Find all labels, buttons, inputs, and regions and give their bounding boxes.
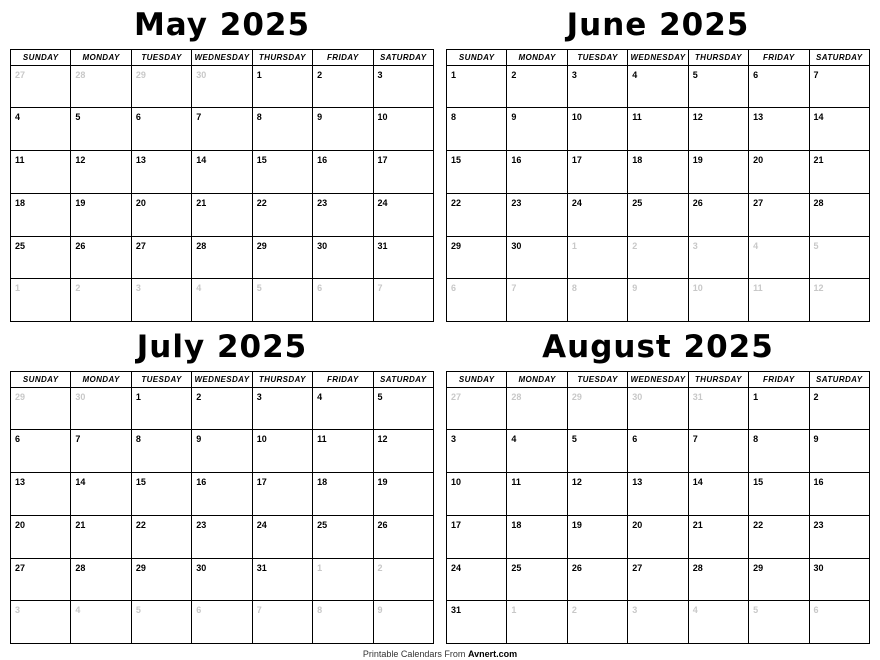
- day-cell: 24: [567, 193, 627, 236]
- weekday-header-thursday: THURSDAY: [688, 49, 748, 65]
- day-cell: 14: [688, 473, 748, 516]
- day-cell: 5: [373, 387, 433, 430]
- day-cell: 6: [749, 65, 809, 108]
- week-row: [11, 236, 434, 279]
- day-cell: 18: [313, 473, 373, 516]
- weekday-header-thursday: THURSDAY: [252, 371, 312, 387]
- day-cell: 27: [131, 236, 191, 279]
- month-table: [446, 49, 870, 322]
- weekday-header-friday: FRIDAY: [749, 49, 809, 65]
- day-cell-adjacent-month: 10: [688, 279, 748, 322]
- day-cell: 7: [71, 430, 131, 473]
- day-cell: 13: [131, 151, 191, 194]
- day-cell: 10: [567, 108, 627, 151]
- day-cell: 7: [688, 430, 748, 473]
- day-cell: 23: [809, 515, 869, 558]
- day-cell: 15: [447, 151, 507, 194]
- day-cell: 5: [688, 65, 748, 108]
- week-row: [11, 65, 434, 108]
- week-row: [447, 601, 870, 644]
- weekday-header-saturday: SATURDAY: [809, 49, 869, 65]
- day-cell: 30: [313, 236, 373, 279]
- day-cell: 12: [373, 430, 433, 473]
- day-cell: 18: [11, 193, 71, 236]
- day-cell: 2: [313, 65, 373, 108]
- week-row: [447, 151, 870, 194]
- week-row: [11, 601, 434, 644]
- day-cell: 28: [192, 236, 252, 279]
- day-cell-adjacent-month: 29: [131, 65, 191, 108]
- footer-brand[interactable]: Avnert.com: [467, 649, 518, 659]
- day-cell: 14: [809, 108, 869, 151]
- day-cell: 25: [313, 515, 373, 558]
- day-cell-adjacent-month: 30: [71, 387, 131, 430]
- day-cell: 28: [71, 558, 131, 601]
- weekday-header-row: [447, 49, 870, 65]
- day-cell-adjacent-month: 7: [252, 601, 312, 644]
- weekday-header-monday: MONDAY: [71, 49, 131, 65]
- day-cell: 15: [749, 473, 809, 516]
- day-cell: 20: [749, 151, 809, 194]
- day-cell: 19: [688, 151, 748, 194]
- day-cell: 8: [131, 430, 191, 473]
- day-cell-adjacent-month: 28: [71, 65, 131, 108]
- day-cell: 29: [252, 236, 312, 279]
- day-cell: 1: [131, 387, 191, 430]
- day-cell: 6: [131, 108, 191, 151]
- day-cell: 21: [192, 193, 252, 236]
- day-cell: 6: [11, 430, 71, 473]
- day-cell-adjacent-month: 3: [11, 601, 71, 644]
- week-row: [11, 473, 434, 516]
- month-title: June 2025: [566, 7, 750, 43]
- weekday-header-thursday: THURSDAY: [688, 371, 748, 387]
- day-cell: 30: [192, 558, 252, 601]
- day-cell: 3: [447, 430, 507, 473]
- month-body: [447, 387, 870, 643]
- day-cell: 12: [567, 473, 627, 516]
- day-cell: 22: [749, 515, 809, 558]
- day-cell: 13: [628, 473, 688, 516]
- day-cell-adjacent-month: 1: [567, 236, 627, 279]
- day-cell: 5: [567, 430, 627, 473]
- day-cell: 21: [809, 151, 869, 194]
- week-row: [11, 151, 434, 194]
- day-cell-adjacent-month: 6: [192, 601, 252, 644]
- day-cell: 30: [507, 236, 567, 279]
- week-row: [11, 515, 434, 558]
- weekday-header-saturday: SATURDAY: [373, 49, 433, 65]
- day-cell: 14: [71, 473, 131, 516]
- weekday-header-sunday: SUNDAY: [447, 49, 507, 65]
- day-cell: 14: [192, 151, 252, 194]
- week-row: [11, 193, 434, 236]
- footer-text: Printable Calendars From: [362, 649, 466, 659]
- day-cell-adjacent-month: 27: [11, 65, 71, 108]
- day-cell: 1: [447, 65, 507, 108]
- weekday-header-row: [11, 49, 434, 65]
- day-cell: 4: [11, 108, 71, 151]
- day-cell: 4: [313, 387, 373, 430]
- day-cell: 26: [373, 515, 433, 558]
- day-cell: 15: [131, 473, 191, 516]
- day-cell-adjacent-month: 2: [567, 601, 627, 644]
- weekday-header-sunday: SUNDAY: [447, 371, 507, 387]
- month-body: [11, 387, 434, 643]
- day-cell: 20: [11, 515, 71, 558]
- day-cell: 31: [373, 236, 433, 279]
- day-cell: 2: [192, 387, 252, 430]
- weekday-header-tuesday: TUESDAY: [131, 49, 191, 65]
- day-cell-adjacent-month: 8: [313, 601, 373, 644]
- day-cell: 7: [192, 108, 252, 151]
- week-row: [447, 236, 870, 279]
- day-cell: 12: [71, 151, 131, 194]
- day-cell: 16: [192, 473, 252, 516]
- day-cell: 10: [373, 108, 433, 151]
- month-block-july: [4, 326, 440, 648]
- day-cell: 28: [809, 193, 869, 236]
- day-cell-adjacent-month: 6: [447, 279, 507, 322]
- week-row: [11, 430, 434, 473]
- week-row: [11, 558, 434, 601]
- day-cell: 23: [507, 193, 567, 236]
- month-title: July 2025: [136, 329, 308, 365]
- day-cell: 17: [567, 151, 627, 194]
- day-cell: 12: [688, 108, 748, 151]
- month-table: [10, 371, 434, 644]
- week-row: [11, 387, 434, 430]
- day-cell-adjacent-month: 29: [567, 387, 627, 430]
- weekday-header-friday: FRIDAY: [313, 49, 373, 65]
- weekday-header-thursday: THURSDAY: [252, 49, 312, 65]
- day-cell: 6: [628, 430, 688, 473]
- month-block-june: [440, 4, 876, 326]
- day-cell: 21: [71, 515, 131, 558]
- day-cell-adjacent-month: 1: [507, 601, 567, 644]
- week-row: [447, 558, 870, 601]
- page-footer: [0, 648, 880, 660]
- day-cell: 17: [447, 515, 507, 558]
- day-cell: 20: [628, 515, 688, 558]
- day-cell-adjacent-month: 27: [447, 387, 507, 430]
- month-body: [447, 65, 870, 321]
- weekday-header-saturday: SATURDAY: [809, 371, 869, 387]
- day-cell: 7: [809, 65, 869, 108]
- day-cell-adjacent-month: 1: [313, 558, 373, 601]
- day-cell: 16: [313, 151, 373, 194]
- day-cell-adjacent-month: 7: [507, 279, 567, 322]
- day-cell: 22: [131, 515, 191, 558]
- weekday-header-tuesday: TUESDAY: [567, 49, 627, 65]
- day-cell: 17: [252, 473, 312, 516]
- day-cell: 23: [192, 515, 252, 558]
- weekday-header-tuesday: TUESDAY: [567, 371, 627, 387]
- day-cell-adjacent-month: 29: [11, 387, 71, 430]
- day-cell: 25: [628, 193, 688, 236]
- week-row: [447, 108, 870, 151]
- day-cell: 3: [373, 65, 433, 108]
- day-cell-adjacent-month: 30: [192, 65, 252, 108]
- day-cell: 26: [688, 193, 748, 236]
- day-cell: 9: [192, 430, 252, 473]
- day-cell: 2: [507, 65, 567, 108]
- day-cell: 22: [447, 193, 507, 236]
- weekday-header-sunday: SUNDAY: [11, 371, 71, 387]
- day-cell-adjacent-month: 2: [71, 279, 131, 322]
- day-cell-adjacent-month: 6: [313, 279, 373, 322]
- day-cell: 10: [252, 430, 312, 473]
- weekday-header-wednesday: WEDNESDAY: [628, 371, 688, 387]
- day-cell: 13: [749, 108, 809, 151]
- day-cell-adjacent-month: 28: [507, 387, 567, 430]
- day-cell: 9: [507, 108, 567, 151]
- day-cell: 16: [507, 151, 567, 194]
- day-cell: 19: [373, 473, 433, 516]
- week-row: [447, 279, 870, 322]
- day-cell-adjacent-month: 30: [628, 387, 688, 430]
- day-cell-adjacent-month: 5: [809, 236, 869, 279]
- month-table: [10, 49, 434, 322]
- day-cell: 10: [447, 473, 507, 516]
- day-cell-adjacent-month: 9: [628, 279, 688, 322]
- day-cell: 27: [11, 558, 71, 601]
- day-cell-adjacent-month: 2: [373, 558, 433, 601]
- day-cell: 19: [71, 193, 131, 236]
- day-cell: 27: [749, 193, 809, 236]
- day-cell: 24: [373, 193, 433, 236]
- day-cell: 25: [507, 558, 567, 601]
- day-cell: 4: [507, 430, 567, 473]
- day-cell: 13: [11, 473, 71, 516]
- day-cell-adjacent-month: 12: [809, 279, 869, 322]
- day-cell: 28: [688, 558, 748, 601]
- day-cell: 8: [252, 108, 312, 151]
- day-cell: 9: [809, 430, 869, 473]
- day-cell-adjacent-month: 5: [131, 601, 191, 644]
- week-row: [447, 515, 870, 558]
- day-cell: 27: [628, 558, 688, 601]
- day-cell-adjacent-month: 4: [71, 601, 131, 644]
- day-cell-adjacent-month: 4: [688, 601, 748, 644]
- day-cell: 29: [749, 558, 809, 601]
- month-block-august: [440, 326, 876, 648]
- day-cell: 29: [131, 558, 191, 601]
- day-cell: 16: [809, 473, 869, 516]
- day-cell: 3: [252, 387, 312, 430]
- day-cell: 31: [447, 601, 507, 644]
- day-cell-adjacent-month: 7: [373, 279, 433, 322]
- weekday-header-monday: MONDAY: [507, 371, 567, 387]
- month-body: [11, 65, 434, 321]
- day-cell-adjacent-month: 1: [11, 279, 71, 322]
- day-cell: 17: [373, 151, 433, 194]
- day-cell: 24: [447, 558, 507, 601]
- weekday-header-wednesday: WEDNESDAY: [192, 371, 252, 387]
- day-cell: 31: [252, 558, 312, 601]
- day-cell: 1: [749, 387, 809, 430]
- day-cell: 26: [71, 236, 131, 279]
- day-cell: 8: [749, 430, 809, 473]
- week-row: [447, 387, 870, 430]
- day-cell: 3: [567, 65, 627, 108]
- day-cell-adjacent-month: 6: [809, 601, 869, 644]
- day-cell: 11: [313, 430, 373, 473]
- day-cell: 21: [688, 515, 748, 558]
- week-row: [11, 279, 434, 322]
- day-cell: 11: [11, 151, 71, 194]
- day-cell-adjacent-month: 4: [192, 279, 252, 322]
- day-cell: 18: [628, 151, 688, 194]
- week-row: [447, 473, 870, 516]
- day-cell-adjacent-month: 2: [628, 236, 688, 279]
- day-cell-adjacent-month: 5: [252, 279, 312, 322]
- week-row: [447, 430, 870, 473]
- month-title: May 2025: [133, 7, 311, 43]
- day-cell: 30: [809, 558, 869, 601]
- day-cell: 9: [313, 108, 373, 151]
- week-row: [11, 108, 434, 151]
- day-cell: 5: [71, 108, 131, 151]
- weekday-header-friday: FRIDAY: [313, 371, 373, 387]
- month-title: August 2025: [542, 329, 774, 365]
- day-cell: 20: [131, 193, 191, 236]
- weekday-header-friday: FRIDAY: [749, 371, 809, 387]
- weekday-header-wednesday: WEDNESDAY: [192, 49, 252, 65]
- day-cell: 18: [507, 515, 567, 558]
- weekday-header-wednesday: WEDNESDAY: [628, 49, 688, 65]
- day-cell: 26: [567, 558, 627, 601]
- day-cell-adjacent-month: 4: [749, 236, 809, 279]
- day-cell-adjacent-month: 31: [688, 387, 748, 430]
- day-cell-adjacent-month: 3: [628, 601, 688, 644]
- day-cell: 8: [447, 108, 507, 151]
- day-cell: 24: [252, 515, 312, 558]
- month-block-may: [4, 4, 440, 326]
- day-cell-adjacent-month: 3: [131, 279, 191, 322]
- day-cell-adjacent-month: 8: [567, 279, 627, 322]
- weekday-header-row: [11, 371, 434, 387]
- day-cell: 11: [628, 108, 688, 151]
- day-cell: 1: [252, 65, 312, 108]
- day-cell: 4: [628, 65, 688, 108]
- weekday-header-monday: MONDAY: [71, 371, 131, 387]
- weekday-header-tuesday: TUESDAY: [131, 371, 191, 387]
- day-cell-adjacent-month: 5: [749, 601, 809, 644]
- day-cell: 15: [252, 151, 312, 194]
- day-cell: 2: [809, 387, 869, 430]
- day-cell: 25: [11, 236, 71, 279]
- day-cell-adjacent-month: 9: [373, 601, 433, 644]
- day-cell: 11: [507, 473, 567, 516]
- weekday-header-monday: MONDAY: [507, 49, 567, 65]
- day-cell: 19: [567, 515, 627, 558]
- week-row: [447, 193, 870, 236]
- day-cell: 29: [447, 236, 507, 279]
- weekday-header-saturday: SATURDAY: [373, 371, 433, 387]
- month-table: [446, 371, 870, 644]
- day-cell-adjacent-month: 3: [688, 236, 748, 279]
- weekday-header-row: [447, 371, 870, 387]
- day-cell-adjacent-month: 11: [749, 279, 809, 322]
- day-cell: 23: [313, 193, 373, 236]
- weekday-header-sunday: SUNDAY: [11, 49, 71, 65]
- week-row: [447, 65, 870, 108]
- day-cell: 22: [252, 193, 312, 236]
